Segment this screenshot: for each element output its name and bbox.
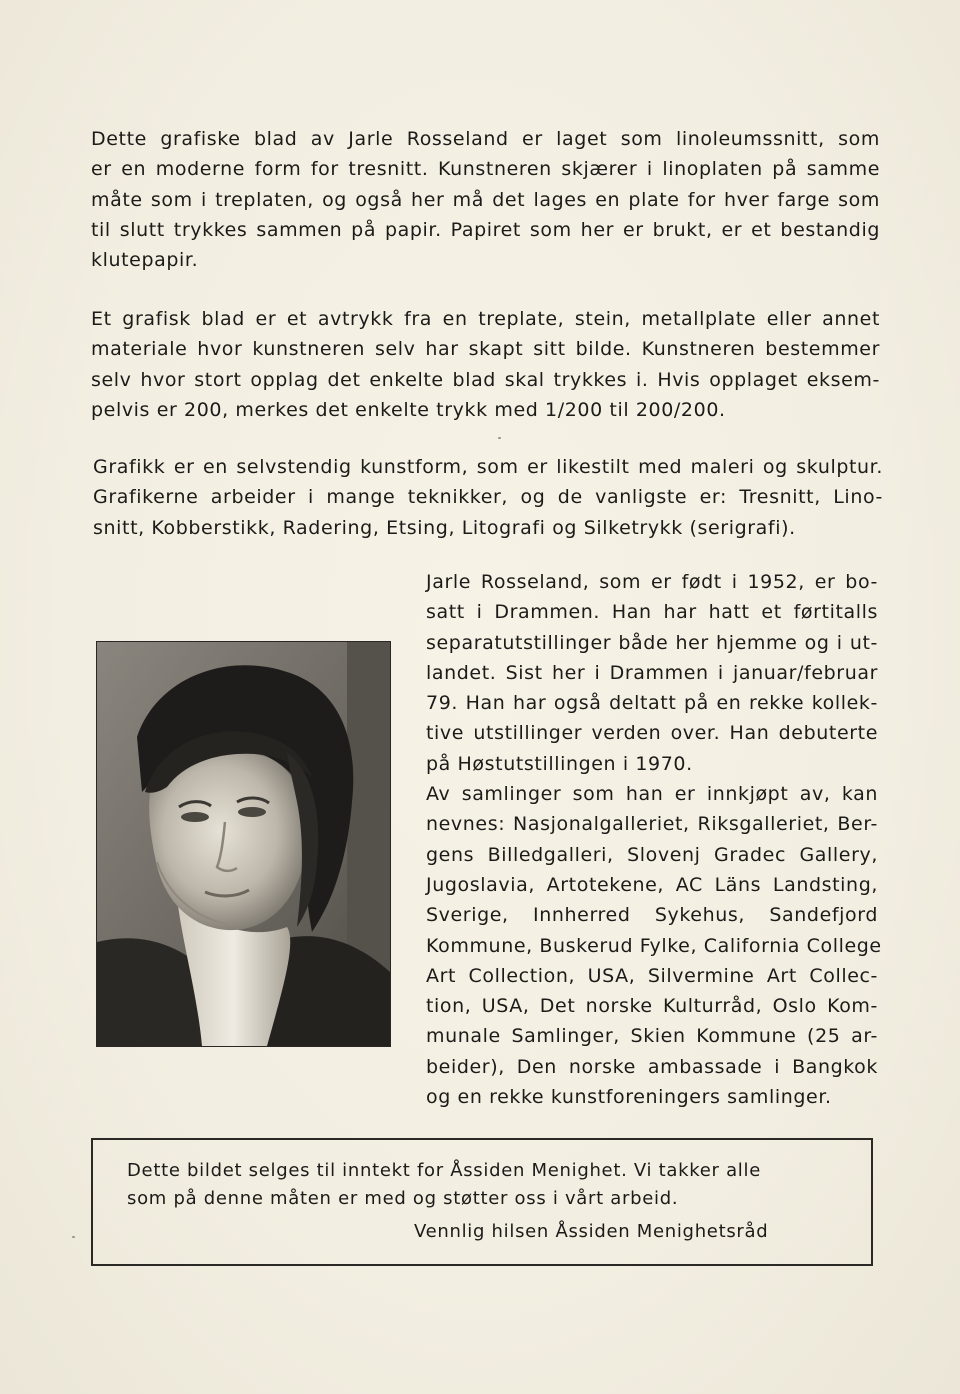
text-line: nevnes: Nasjonalgalleriet, Riksgalleriet, Ber- [426,813,878,836]
paragraph-print-edition [91,304,880,425]
text-line: munale Samlinger, Skien Kommune (25 ar- [426,1025,878,1048]
text-line: Kommune, Buskerud Fylke, California College [426,934,882,957]
text-line: snitt, Kobberstikk, Radering, Etsing, Litografi og Silketrykk (serigrafi). [93,516,796,539]
text-line: beider), Den norske ambassade i Bangkok [426,1055,878,1078]
text-line: måte som i treplaten, og også her må det lages en plate for hver farge som [91,188,880,211]
paragraph-linocut-description [91,124,880,275]
notice-text-line: som på denne måten er med og støtter oss i vårt arbeid. [127,1188,679,1209]
text-line: Grafikk er en selvstendig kunstform, som er likestilt med maleri og skulptur. [93,456,883,478]
text-line: selv hvor stort opplag det enkelte blad skal trykkes i. Hvis opplaget eksem- [91,368,880,391]
text-line: pelvis er 200, merkes det enkelte trykk med 1/200 til 200/200. [91,398,726,421]
artist-portrait-photo [96,641,391,1047]
text-line: er en moderne form for tresnitt. Kunstneren skjærer i linoplaten på samme [91,158,880,181]
text-line: Grafikerne arbeider i mange teknikker, og de vanligste er: Tresnitt, Lino- [93,486,883,509]
text-line: materiale hvor kunstneren selv har skapt sitt bilde. Kunstneren bestemmer [91,338,880,361]
text-line: gens Billedgalleri, Slovenj Gradec Gallery, [426,843,878,866]
text-line: Et grafisk blad er et avtrykk fra en treplate, stein, metallplate eller annet [91,308,880,330]
text-line: Sverige, Innherred Sykehus, Sandefjord [426,904,878,927]
text-line: Dette grafiske blad av Jarle Rosseland er laget som linoleumssnitt, som [91,128,880,150]
text-line: 79. Han har også deltatt på en rekke kollek- [426,692,878,715]
portrait-image [97,642,390,1046]
text-line: Art Collection, USA, Silvermine Art Collec- [426,964,878,987]
text-line: satt i Drammen. Han har hatt et førtitalls [426,601,878,624]
text-line: og en rekke kunstforeningers samlinger. [426,1086,832,1109]
text-line: tion, USA, Det norske Kulturråd, Oslo Kom- [426,995,878,1018]
text-line: Av samlinger som han er innkjøpt av, kan [426,783,878,806]
notice-signature: Vennlig hilsen Åssiden Menighetsråd [414,1221,769,1242]
text-line: tive utstillinger verden over. Han debuterte [426,722,878,745]
text-line: Jugoslavia, Artotekene, AC Läns Landsting, [426,873,878,896]
paper-speck [72,1236,75,1238]
text-line: til slutt trykkes sammen på papir. Papiret som her er brukt, er et bestandig [91,218,880,241]
text-line: landet. Sist her i Drammen i januar/februar [426,661,878,684]
text-line: separatutstillinger både her hjemme og i ut- [426,631,878,654]
text-line: på Høstutstillingen i 1970. [426,752,693,775]
text-line: Jarle Rosseland, som er født i 1952, er bo- [426,571,878,593]
paragraph-artist-biography [426,567,882,1112]
notice-text-line: Dette bildet selges til inntekt for Åssiden Menighet. Vi takker alle [127,1160,761,1181]
paragraph-graphic-techniques [93,452,883,543]
paper-speck [498,437,501,439]
text-line: klutepapir. [91,249,199,272]
